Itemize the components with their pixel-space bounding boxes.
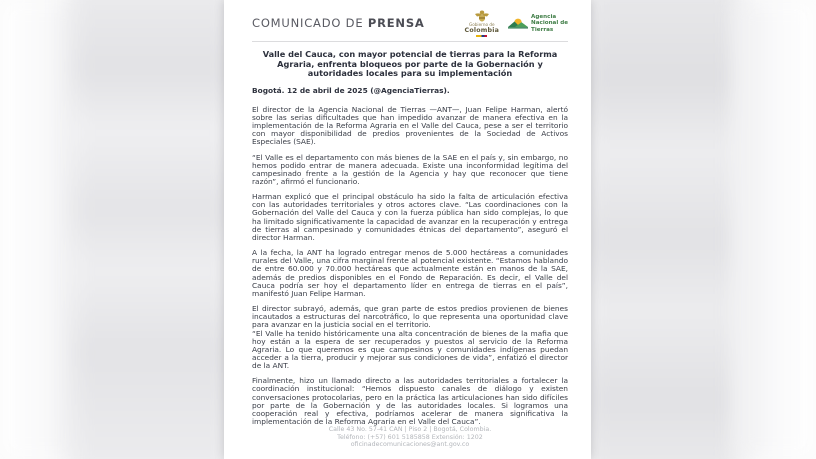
ant-logo-text	[531, 14, 568, 33]
ant-sun-hills-icon	[508, 16, 528, 31]
background-blur-right-edge	[735, 0, 816, 459]
dateline: Bogotá. 12 de abril de 2025 (@AgenciaTierras).	[252, 85, 450, 95]
gov-logo-name: Colombia	[464, 26, 500, 34]
ant-logo-line1: Agencia	[531, 14, 557, 21]
paragraph-1: El director de la Agencia Nacional de Tierras —ANT—, Juan Felipe Harman, alertó sobre las serias dificultades que han impedido avanzar de manera efectiva en la implementación de la Reforma Agraria en el Valle del Cauca, pese a ser el territorio con mayor disponibilidad de predios provenientes de la Sociedad de Activos Especiales (SAE).	[252, 104, 568, 147]
paragraph-7: Finalmente, hizo un llamado directo a las autoridades territoriales a fortalecer la coordinación institucional: “Hemos dispuesto canales de diálogo y existen conversaciones protocolarias, pero en la práctica las articulaciones han sido difíciles por parte de la Gobernación y de las autoridades locales. Si logramos una cooperación real y efectiva, podríamos acelerar de manera significativa la implementación de la Reforma Agraria en el Valle del Cauca”.	[252, 376, 568, 427]
paragraph-5: El director subrayó, además, que gran parte de estos predios provienen de bienes incautados a estructuras del narcotráfico, lo que representa una oportunidad clave para avanzar en la justicia social en el territorio.	[252, 304, 568, 330]
footer-email: oficinadecomunicaciones@ant.gov.co	[350, 441, 470, 449]
footer-phone: Teléfono: (+57) 601 5185858 Extensión: 1202	[337, 433, 483, 441]
colombia-flag-bar	[476, 35, 487, 37]
ant-logo-line2: Nacional de	[531, 20, 568, 27]
agencia-nacional-tierras-logo	[508, 14, 568, 33]
ant-logo-line3: Tierras	[531, 26, 554, 33]
footer-address: Calle 43 No. 57-41 CAN | Piso 2 | Bogotá, Colombia.	[328, 426, 492, 434]
logo-group	[465, 10, 568, 36]
press-release-title: Valle del Cauca, con mayor potencial de tierras para la Reforma Agraria, enfrenta bloqueos por parte de la Gobernación y autoridades locales para su implementación	[262, 48, 558, 79]
gobierno-colombia-logo	[465, 10, 500, 36]
gov-logo-subtitle: Gobierno de	[468, 22, 495, 28]
paragraph-3: Harman explicó que el principal obstáculo ha sido la falta de articulación efectiva con las autoridades territoriales y otros actores clave. “Las coordinaciones con la Gobernación del Valle del Cauca y con la fuerza pública han sido complejas, lo que ha limitado significativamente la capacidad de avanzar en la recuperación y entrega de tierras al campesinado y comunidades étnicas del departamento”, aseguró el director Harman.	[252, 192, 568, 242]
masthead-row	[252, 10, 568, 37]
masthead-title	[252, 16, 425, 30]
press-release-page	[224, 0, 591, 459]
masthead-bold: PRENSA	[367, 16, 425, 31]
paragraph-4: A la fecha, la ANT ha logrado entregar menos de 5.000 hectáreas a comunidades rurales del Valle, una cifra marginal frente al potencial existente. “Estamos hablando de entre 60.000 y 70.000 hectáreas que actualmente están en manos de la SAE, además de predios disponibles en el Fondo de Reparación. Es decir, el Valle del Cauca podría ser hoy el departamento líder en entrega de tierras en el país”, manifestó Juan Felipe Harman.	[252, 248, 568, 298]
colombia-crest-icon	[474, 10, 490, 22]
masthead-regular: COMUNICADO DE	[252, 16, 368, 31]
press-release-body	[252, 99, 568, 426]
background-blur-left	[70, 0, 235, 459]
paragraph-6: “El Valle ha tenido históricamente una alta concentración de bienes de la mafia que hoy están a la espera de ser recuperados y puestos al servicio de la Reforma Agraria. Lo que queremos es que campesinos y comunidades indígenas puedan acceder a la tierra, producir y mejorar sus condiciones de vida”, enfatizó el director de la ANT.	[252, 328, 568, 371]
background-blur-left-edge	[0, 0, 80, 459]
header-divider	[252, 41, 568, 42]
page-footer	[252, 426, 568, 451]
background-blur-right	[585, 0, 740, 459]
paragraph-2: “El Valle es el departamento con más bienes de la SAE en el país y, sin embargo, no hemos podido entrar de manera adecuada. Existe una inconformidad legítima del campesinado frente a la gestión de la Agencia y hay que reconocer que tiene razón”, afirmó el funcionario.	[252, 152, 568, 186]
